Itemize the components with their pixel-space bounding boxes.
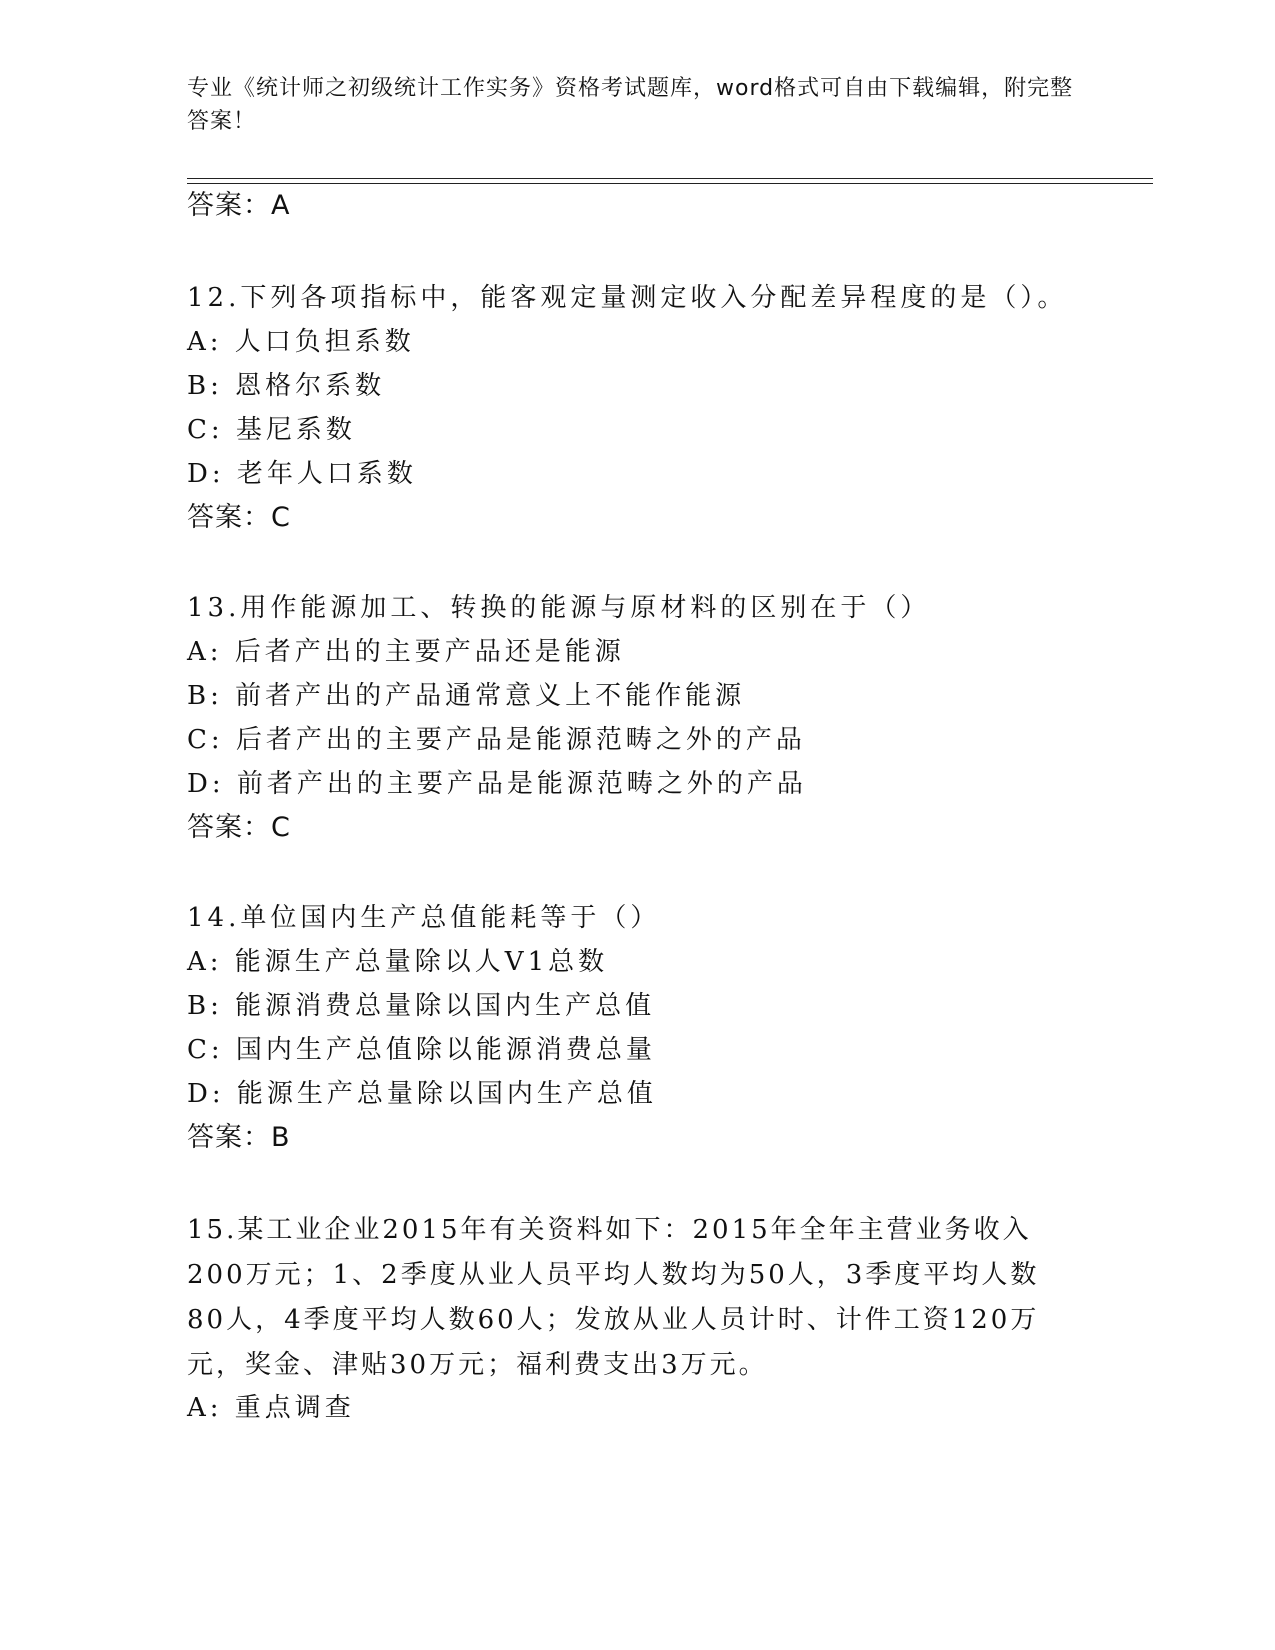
option-13-c: C: 后者产出的主要产品是能源范畴之外的产品 [187, 725, 806, 755]
option-12-a: A: 人口负担系数 [187, 327, 415, 357]
option-12-d: D: 老年人口系数 [187, 459, 417, 489]
option-14-b: B: 能源消费总量除以国内生产总值 [187, 991, 656, 1021]
question-15: 15.某工业企业2015年有关资料如下：2015年全年主营业务收入200万元；1、2季度从业人员平均人数均为50人，3季度平均人数80人，4季度平均人数60人；发放从业人员计时、计件工资120万元，奖金、津贴30万元；福利费支出3万元。 [187, 1215, 1040, 1380]
option-12-c: C: 基尼系数 [187, 415, 356, 445]
answer-13: 答案：C [187, 812, 291, 843]
document-header: 专业《统计师之初级统计工作实务》资格考试题库，word格式可自由下载编辑，附完整答案！ [187, 76, 1074, 134]
option-13-a: A: 后者产出的主要产品还是能源 [187, 637, 625, 667]
question-14: 14.单位国内生产总值能耗等于（） [187, 903, 661, 933]
header-divider [187, 178, 1153, 179]
option-15-a: A: 重点调查 [187, 1393, 355, 1423]
question-13: 13.用作能源加工、转换的能源与原材料的区别在于（） [187, 593, 931, 623]
answer-line: 答案：A [187, 190, 291, 221]
option-13-b: B: 前者产出的产品通常意义上不能作能源 [187, 681, 746, 711]
option-12-b: B: 恩格尔系数 [187, 371, 386, 401]
question-12: 12.下列各项指标中，能客观定量测定收入分配差异程度的是（）。 [187, 283, 1068, 313]
answer-14: 答案：B [187, 1122, 291, 1153]
answer-12: 答案：C [187, 502, 291, 533]
option-13-d: D: 前者产出的主要产品是能源范畴之外的产品 [187, 769, 807, 799]
option-14-a: A: 能源生产总量除以人V1总数 [187, 947, 609, 977]
header-divider-secondary [187, 183, 1153, 184]
option-14-d: D: 能源生产总量除以国内生产总值 [187, 1079, 657, 1109]
option-14-c: C: 国内生产总值除以能源消费总量 [187, 1035, 656, 1065]
